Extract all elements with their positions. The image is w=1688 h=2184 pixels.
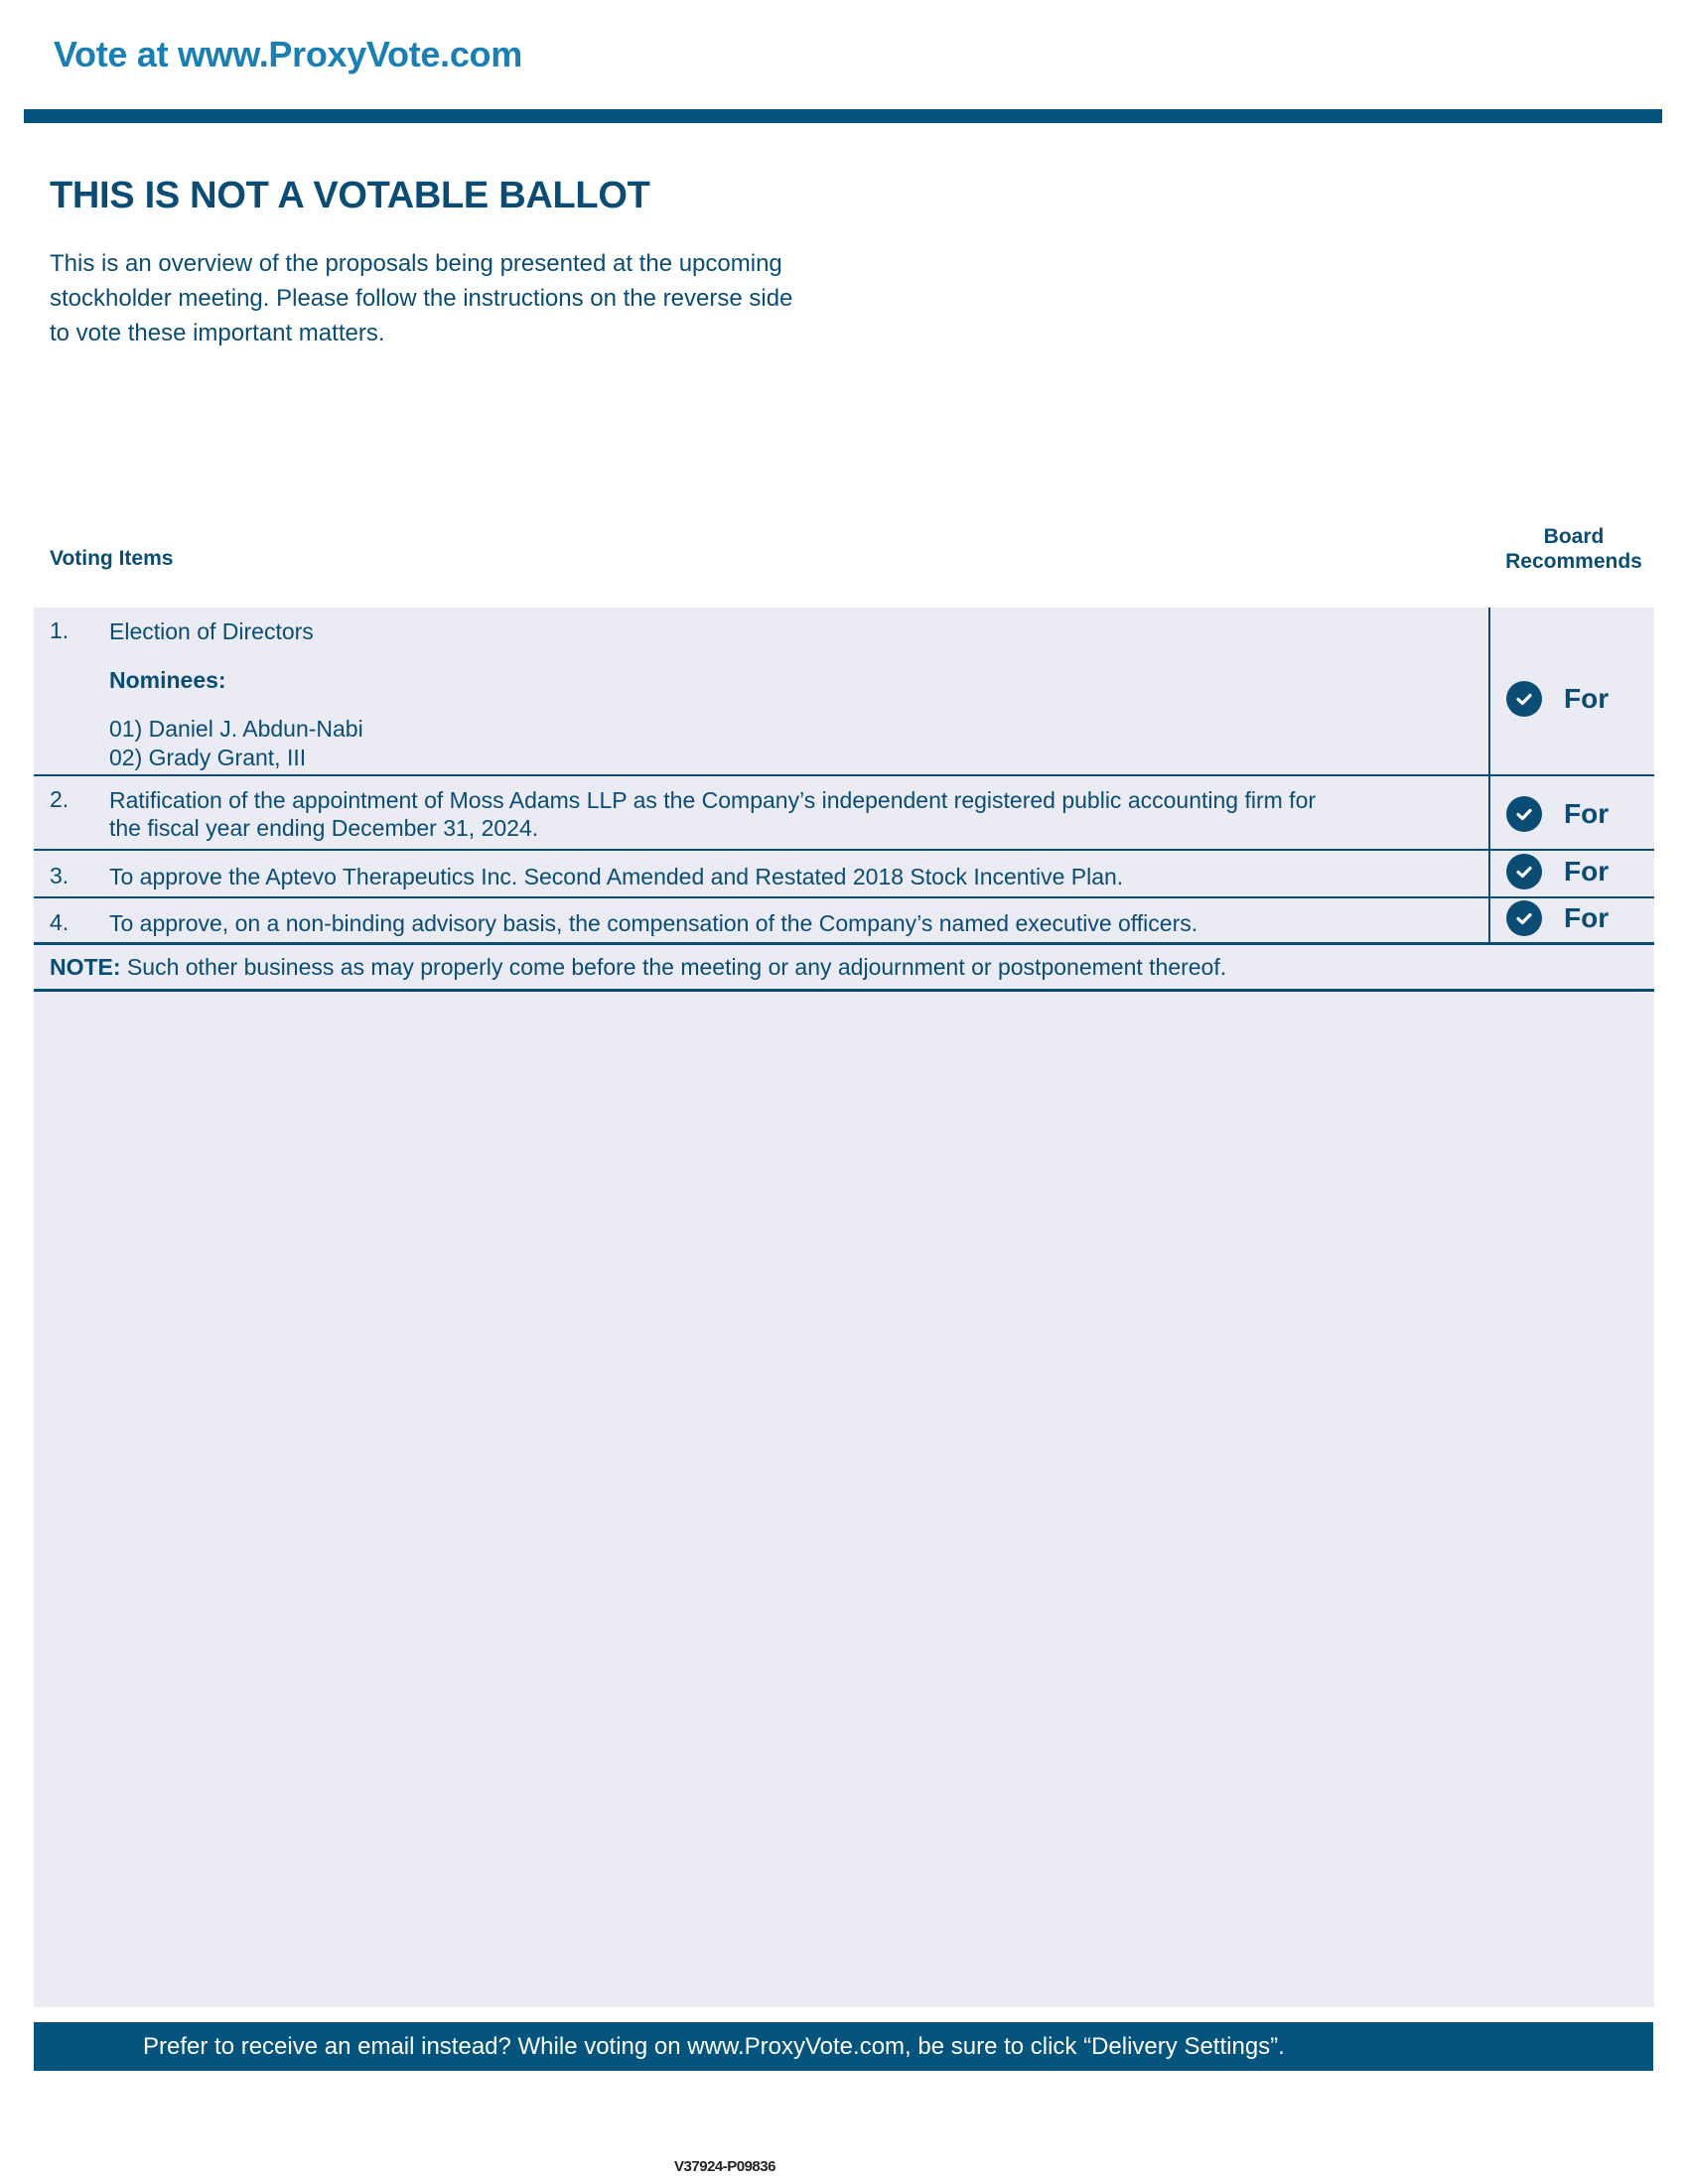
item-4-recommendation — [1506, 900, 1609, 936]
item-4-number: 4. — [50, 909, 70, 935]
board-header-line2: Recommends — [1505, 550, 1642, 573]
nominee-2: 02) Grady Grant, III — [109, 745, 307, 770]
item-4-text: To approve, on a non-binding advisory basis, the compensation of the Company’s named executive officers. — [109, 910, 1198, 936]
recommendation-label: For — [1564, 856, 1610, 887]
page-title: THIS IS NOT A VOTABLE BALLOT — [50, 175, 650, 216]
item-2-text-line2: the fiscal year ending December 31, 2024. — [109, 815, 539, 841]
item-1-text: Election of Directors — [109, 618, 314, 644]
board-header-line1: Board — [1543, 525, 1605, 548]
document-code: V37924-P09836 — [674, 2158, 775, 2175]
voting-items-header: Voting Items — [50, 547, 174, 570]
recommendation-label: For — [1564, 798, 1610, 829]
row-divider — [34, 989, 1654, 992]
note — [50, 954, 1226, 981]
footer-banner-text: Prefer to receive an email instead? While voting on www.ProxyVote.com, be sure to click “Delivery Settings”. — [143, 2033, 1285, 2060]
check-circle-icon — [1506, 900, 1542, 936]
note-label: NOTE: — [50, 954, 121, 980]
row-divider — [34, 774, 1654, 776]
note-text: Such other business as may properly come before the meeting or any adjournment or postponement thereof. — [120, 954, 1227, 980]
intro-paragraph: This is an overview of the proposals being presented at the upcoming stockholder meeting. Please follow the instructions on the reverse side to vote these important matters. — [50, 250, 793, 346]
header-rule — [24, 109, 1662, 123]
check-circle-icon — [1506, 796, 1542, 832]
nominee-1: 01) Daniel J. Abdun-Nabi — [109, 716, 363, 742]
row-divider — [34, 896, 1654, 898]
recommendation-label: For — [1564, 902, 1610, 933]
item-2-number: 2. — [50, 786, 70, 812]
nominees-label: Nominees: — [109, 667, 226, 693]
recommendation-label: For — [1564, 683, 1610, 714]
check-circle-icon — [1506, 854, 1542, 889]
row-divider — [34, 942, 1654, 945]
item-1-recommendation — [1506, 681, 1609, 717]
item-1-number: 1. — [50, 617, 70, 643]
item-2-text-line1: Ratification of the appointment of Moss Adams LLP as the Company’s independent registered public accounting firm for — [109, 787, 1317, 813]
item-2-recommendation — [1506, 796, 1609, 832]
row-divider — [34, 849, 1654, 851]
check-circle-icon — [1506, 681, 1542, 717]
item-3-recommendation — [1506, 854, 1609, 889]
vote-at-url-heading: Vote at www.ProxyVote.com — [54, 34, 522, 74]
item-3-text: To approve the Aptevo Therapeutics Inc. Second Amended and Restated 2018 Stock Incentive Plan. — [109, 864, 1124, 889]
item-3-number: 3. — [50, 863, 70, 888]
board-recommends-header — [1470, 524, 1678, 574]
